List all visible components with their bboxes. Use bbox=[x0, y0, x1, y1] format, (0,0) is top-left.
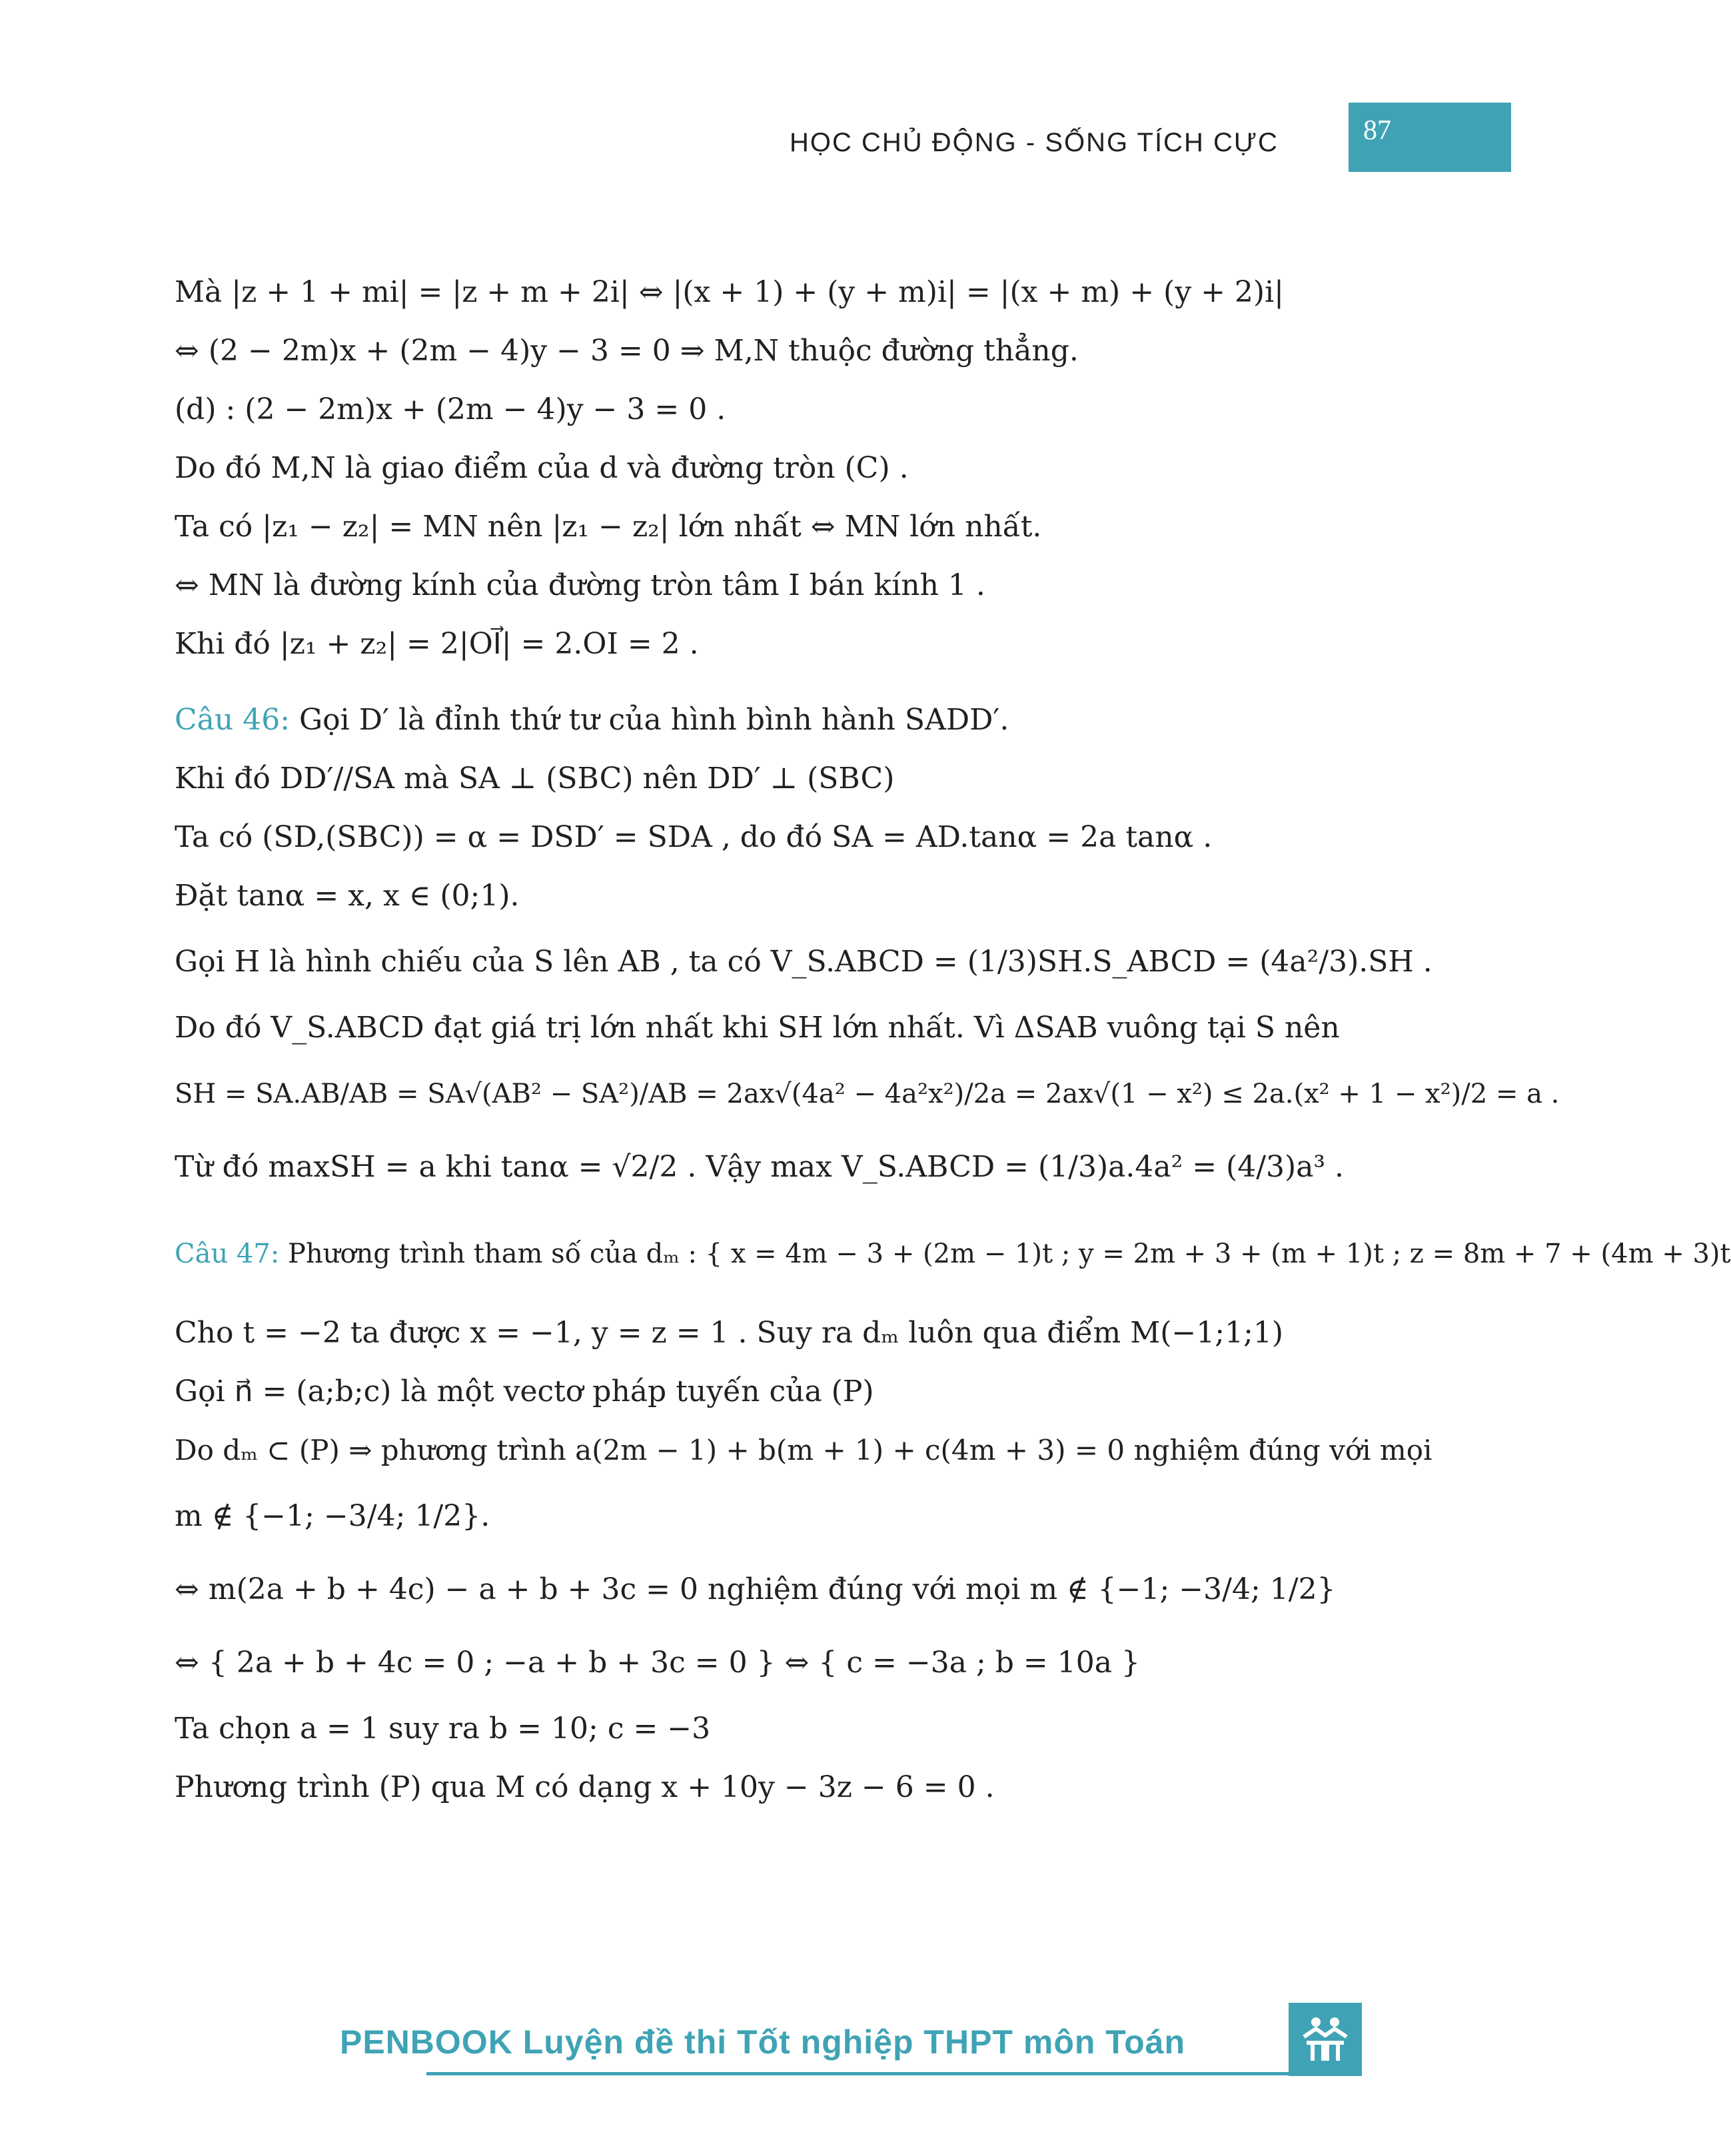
question-label: Câu 46: bbox=[175, 703, 290, 737]
page-body bbox=[175, 263, 1731, 1817]
penbook-logo-icon bbox=[1289, 2003, 1362, 2076]
running-header: HỌC CHỦ ĐỘNG - SỐNG TÍCH CỰC bbox=[790, 128, 1279, 157]
text-line: Mà |z + 1 + mi| = |z + m + 2i| ⇔ |(x + 1) + (y + m)i| = |(x + m) + (y + 2)i| bbox=[175, 275, 1284, 309]
footer-rule bbox=[426, 2072, 1359, 2075]
text-line: m ∉ {−1; −3/4; 1/2}. bbox=[175, 1499, 490, 1533]
question-46-heading bbox=[175, 691, 1374, 750]
text-line: Do đó M,N là giao điểm của d và đường tròn (C) . bbox=[175, 451, 909, 485]
text-line: Khi đó DD′//SA mà SA ⊥ (SBC) nên DD′ ⊥ (SBC) bbox=[175, 762, 895, 796]
page-number: 87 bbox=[1363, 115, 1391, 146]
text-line: Phương trình (P) qua M có dạng x + 10y − 3z − 6 = 0 . bbox=[175, 1770, 995, 1804]
text-line: ⇔ m(2a + b + 4c) − a + b + 3c = 0 nghiệm đúng với mọi m ∉ {−1; −3/4; 1/2} bbox=[175, 1572, 1336, 1606]
text-line: Ta chọn a = 1 suy ra b = 10; c = −3 bbox=[175, 1712, 711, 1746]
question-text: Gọi D′ là đỉnh thứ tư của hình bình hành SADD′. bbox=[290, 703, 1009, 737]
text-line: Ta có (SD,(SBC)) = α = DSD′ = SDA , do đó SA = AD.tanα = 2a tanα . bbox=[175, 820, 1213, 854]
text-line: Do dₘ ⊂ (P) ⇒ phương trình a(2m − 1) + b(m + 1) + c(4m + 3) = 0 nghiệm đúng với mọi bbox=[175, 1434, 1433, 1466]
text-line: Gọi n⃗ = (a;b;c) là một vectơ pháp tuyến của (P) bbox=[175, 1374, 874, 1408]
text-line: Do đó V_S.ABCD đạt giá trị lớn nhất khi SH lớn nhất. Vì ΔSAB vuông tại S nên bbox=[175, 1011, 1340, 1045]
page-number-tab bbox=[1349, 103, 1511, 172]
question-text: Phương trình tham số của dₘ : { x = 4m − 3 + (2m − 1)t ; y = 2m + 3 + (m + 1)t ; z = 8m + 7 + (4m + 3)t bbox=[279, 1239, 1731, 1269]
text-line: ⇔ (2 − 2m)x + (2m − 4)y − 3 = 0 ⇒ M,N thuộc đường thẳng. bbox=[175, 334, 1079, 368]
equation-system-line: ⇔ { 2a + b + 4c = 0 ; −a + b + 3c = 0 } ⇔ { c = −3a ; b = 10a } bbox=[175, 1646, 1140, 1680]
text-line: Khi đó |z₁ + z₂| = 2|OI⃗| = 2.OI = 2 . bbox=[175, 627, 699, 661]
text-line: Ta có |z₁ − z₂| = MN nên |z₁ − z₂| lớn nhất ⇔ MN lớn nhất. bbox=[175, 510, 1042, 544]
question-label: Câu 47: bbox=[175, 1239, 280, 1269]
text-line: Đặt tanα = x, x ∈ (0;1). bbox=[175, 879, 520, 913]
equation-line: SH = SA.AB/AB = SA√(AB² − SA²)/AB = 2ax√(4a² − 4a²x²)/2a = 2ax√(1 − x²) ≤ 2a.(x² + 1 − x²)/2 = a . bbox=[175, 1079, 1560, 1109]
question-47-heading bbox=[175, 1204, 1731, 1304]
footer-title: PENBOOK Luyện đề thi Tốt nghiệp THPT môn Toán bbox=[340, 2023, 1186, 2061]
text-line: Gọi H là hình chiếu của S lên AB , ta có V_S.ABCD = (1/3)SH.S_ABCD = (4a²/3).SH . bbox=[175, 945, 1433, 979]
text-line: Cho t = −2 ta được x = −1, y = z = 1 . Suy ra dₘ luôn qua điểm M(−1;1;1) bbox=[175, 1316, 1284, 1350]
text-line: ⇔ MN là đường kính của đường tròn tâm I bán kính 1 . bbox=[175, 568, 985, 602]
text-line: (d) : (2 − 2m)x + (2m − 4)y − 3 = 0 . bbox=[175, 392, 726, 426]
text-line: Từ đó maxSH = a khi tanα = √2/2 . Vậy max V_S.ABCD = (1/3)a.4a² = (4/3)a³ . bbox=[175, 1150, 1345, 1184]
